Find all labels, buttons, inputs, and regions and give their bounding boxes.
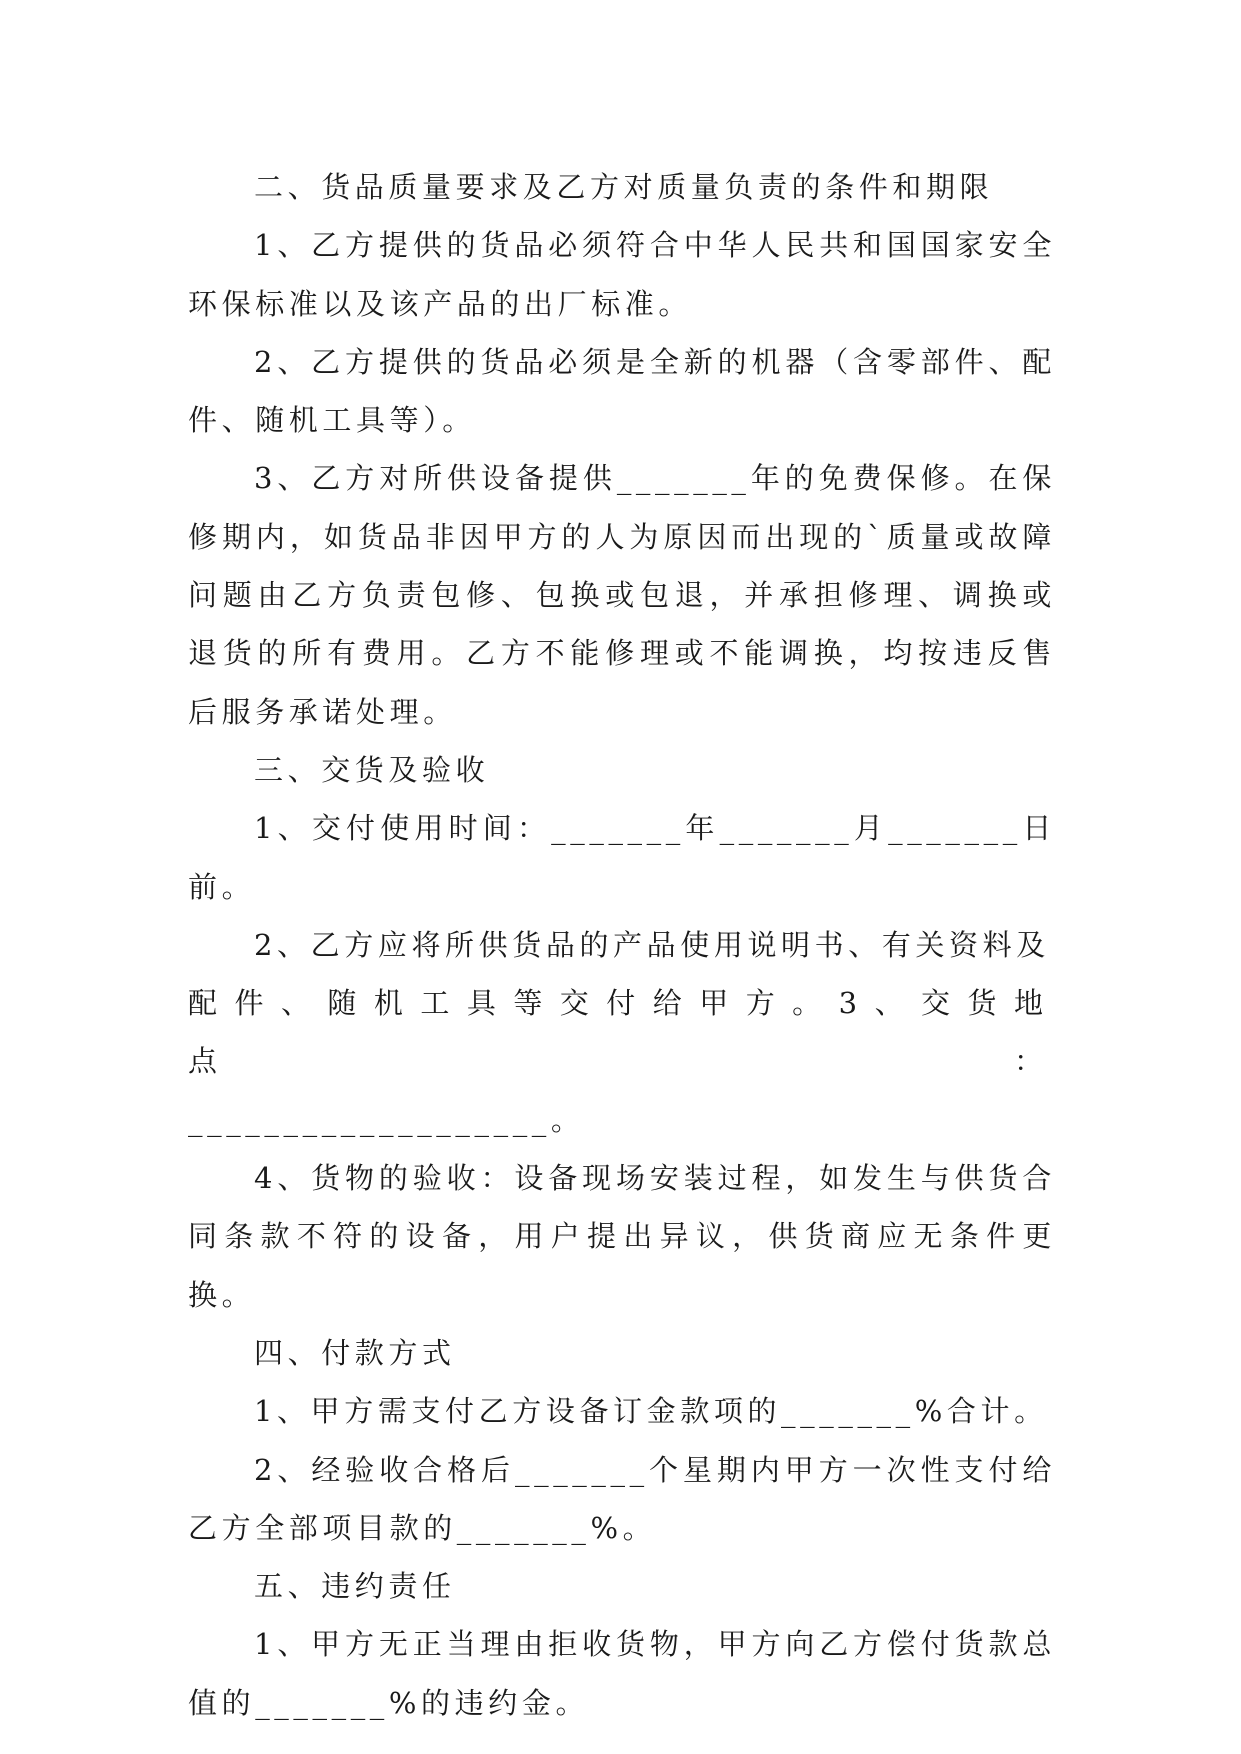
clause-delivery-location-blank: ___________________。 [188,1102,585,1137]
clause-rejection-penalty: 1、甲方无正当理由拒收货物，甲方向乙方偿付货款总值的_______%的违约金。 [188,1627,1056,1720]
clause-final-payment: 2、经验收合格后_______个星期内甲方一次性支付给乙方全部项目款的_______%。 [188,1452,1056,1545]
clause-delivery-time: 1、交付使用时间：_______年_______月_______日前。 [188,811,1056,904]
clause-deposit: 1、甲方需支付乙方设备订金款项的_______%合计。 [254,1394,1048,1429]
section-heading-liability: 五、违约责任 [254,1569,456,1604]
document-body [188,158,1056,1732]
clause-documents-continued: 配件、随机工具等交付给甲方。3、交货地点： [188,986,1056,1079]
clause-documents: 2、乙方应将所供货品的产品使用说明书、有关资料及 [254,927,1050,962]
section-heading-quality: 二、货品质量要求及乙方对质量负责的条件和期限 [254,170,994,204]
section-heading-payment: 四、付款方式 [254,1335,456,1370]
section-heading-delivery: 三、交货及验收 [254,752,490,787]
clause-quality-standards: 1、乙方提供的货品必须符合中华人民共和国国家安全环保标准以及该产品的出厂标准。 [188,228,1056,321]
clause-warranty: 3、乙方对所供设备提供_______年的免费保修。在保修期内，如货品非因甲方的人为原因而出现的`质量或故障问题由乙方负责包修、包换或包退，并承担修理、调换或退货的所有费用。乙方不能修理或不能调换，均按违反售后服务承诺处理。 [188,461,1056,729]
clause-new-equipment: 2、乙方提供的货品必须是全新的机器（含零部件、配件、随机工具等）。 [188,344,1056,438]
clause-acceptance: 4、货物的验收：设备现场安装过程，如发生与供货合同条款不符的设备，用户提出异议，供货商应无条件更换。 [188,1161,1056,1312]
